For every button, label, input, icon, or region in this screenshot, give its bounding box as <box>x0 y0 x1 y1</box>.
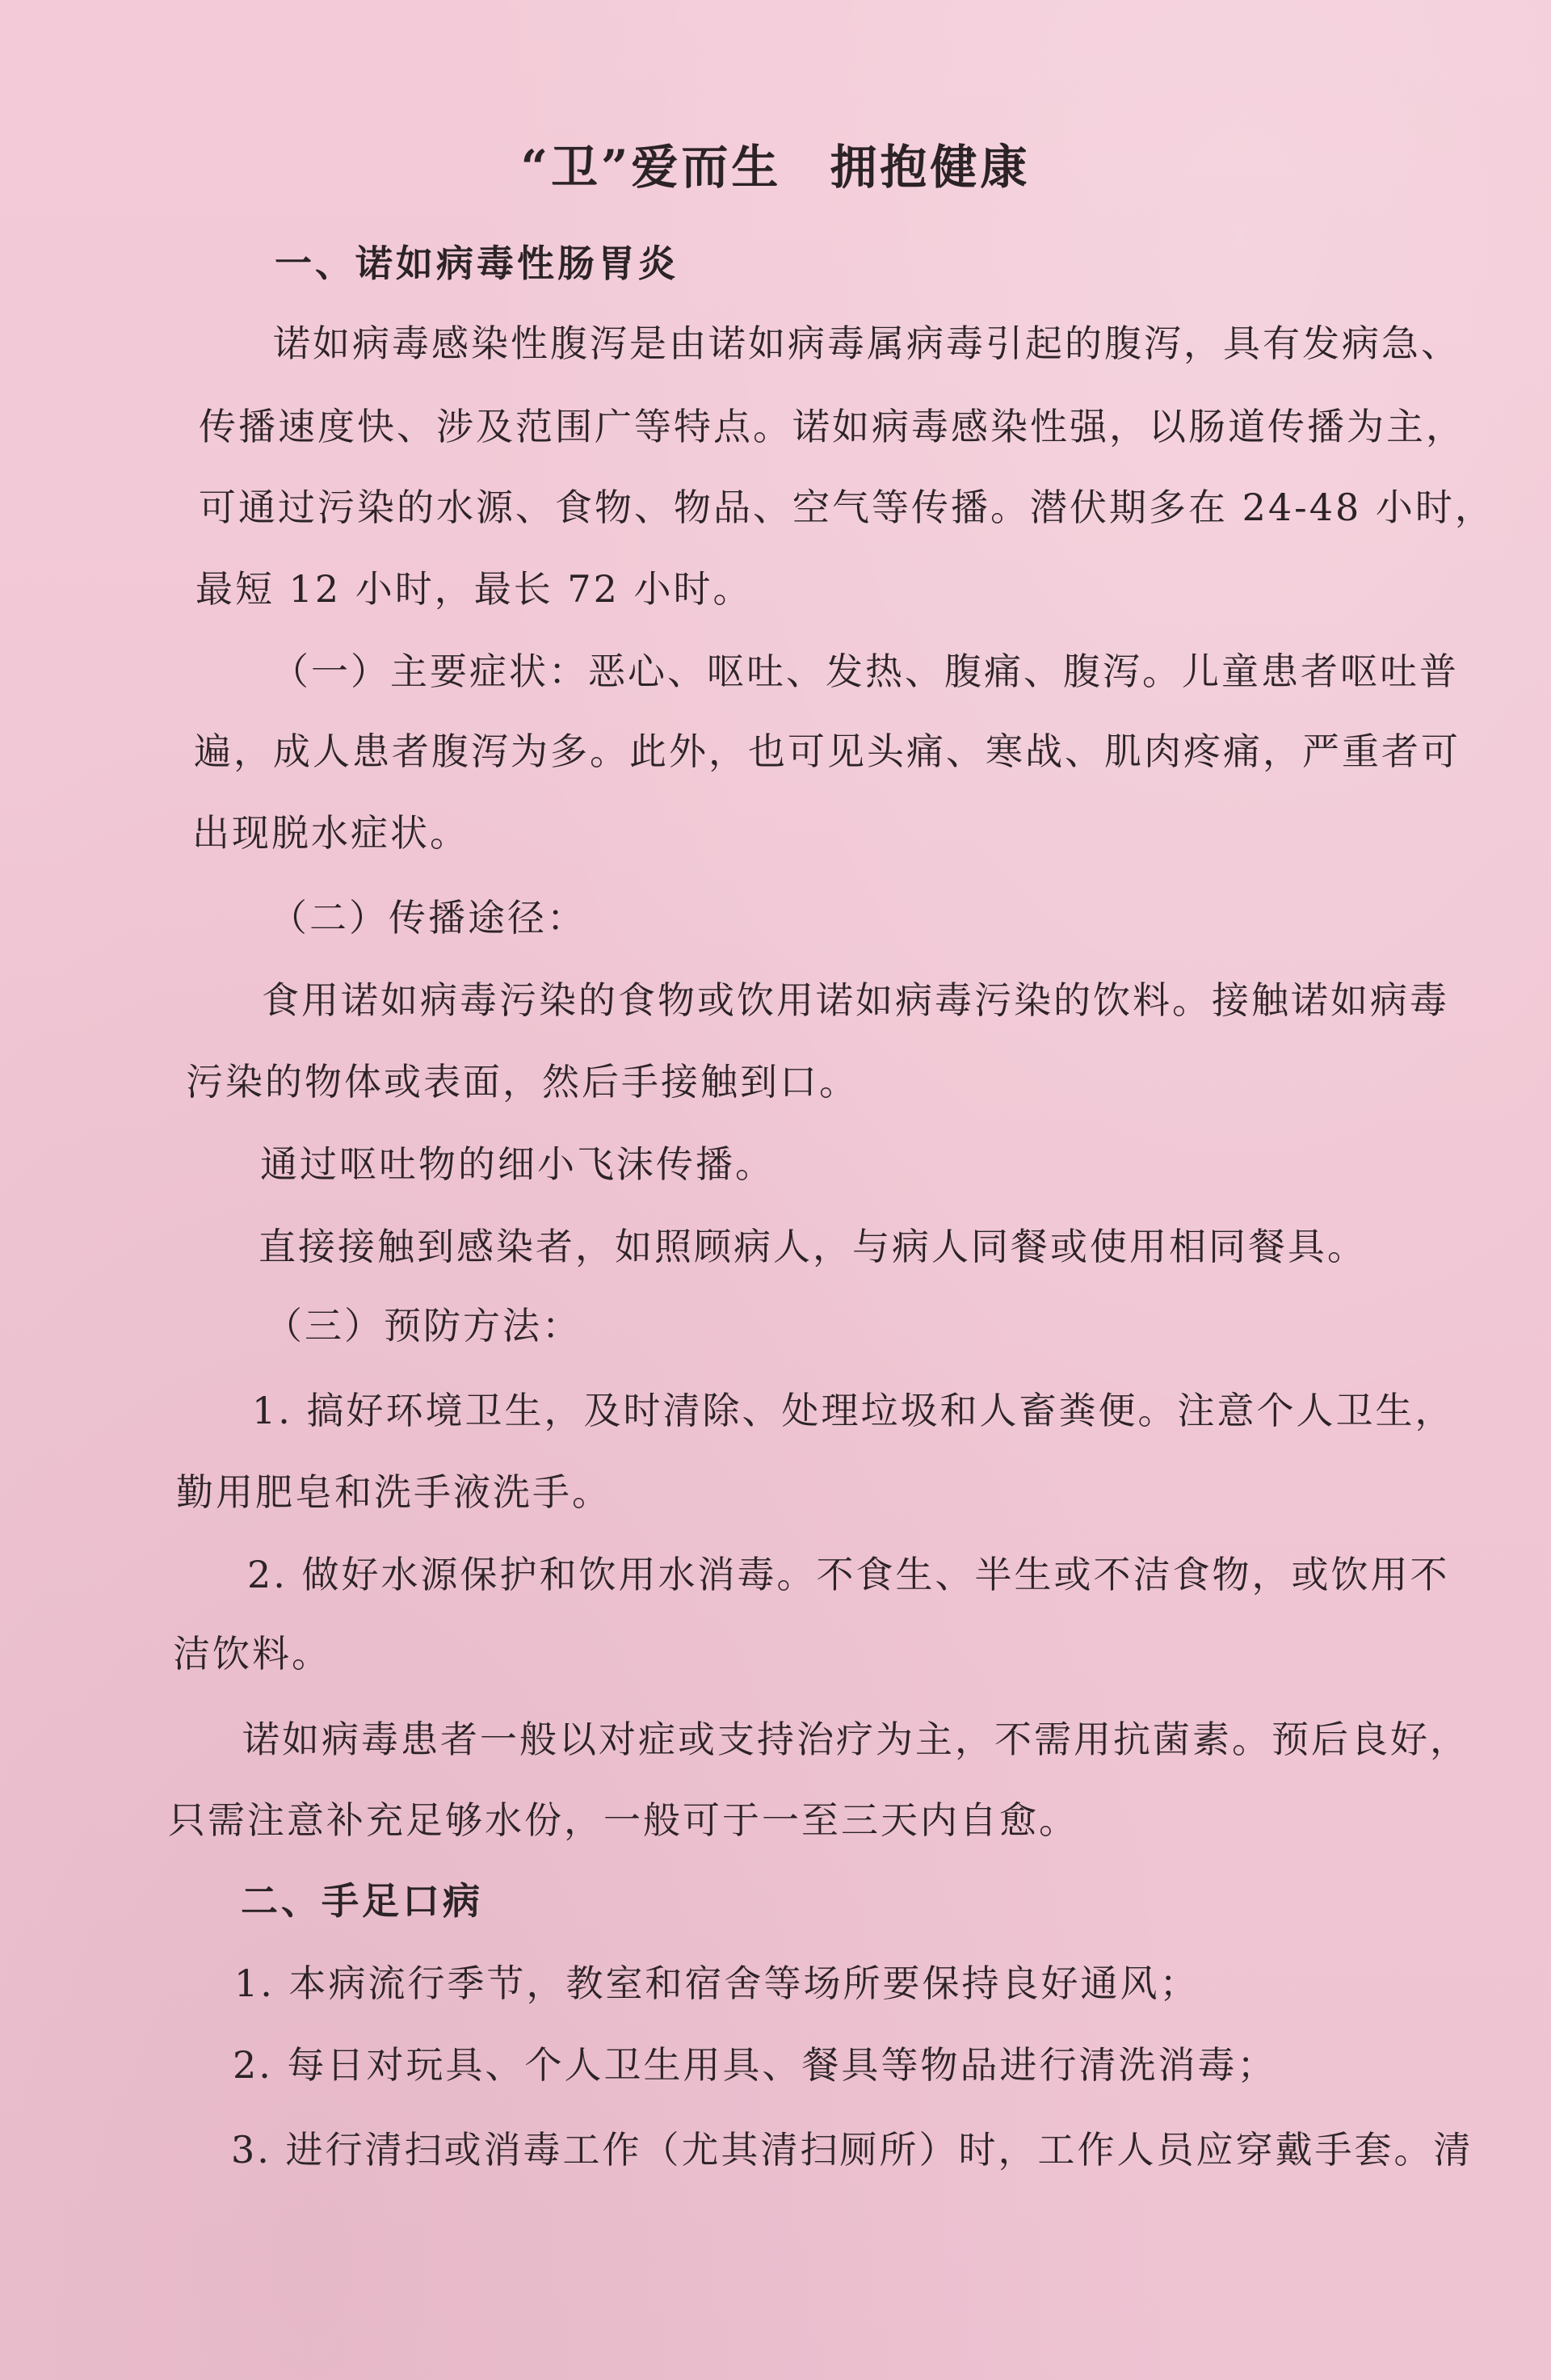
section-2-heading: 二、手足口病 <box>241 1879 483 1923</box>
section-1-heading: 一、诺如病毒性肠胃炎 <box>275 242 679 285</box>
paragraph-line: （一）主要症状：恶心、呕吐、发热、腹痛、腹泻。儿童患者呕吐普 <box>271 650 1459 693</box>
document-title <box>0 140 1551 195</box>
prevention-heading: （三）预防方法： <box>265 1304 582 1348</box>
paragraph-line: 最短 12 小时，最长 72 小时。 <box>195 567 753 611</box>
paragraph-line: 直接接触到感染者，如照顾病人，与病人同餐或使用相同餐具。 <box>258 1225 1367 1268</box>
paragraph-line: 勤用肥皂和洗手液洗手。 <box>176 1470 612 1514</box>
paragraph-line: 传播速度快、涉及范围广等特点。诺如病毒感染性强，以肠道传播为主， <box>199 405 1465 448</box>
list-item: 3. 进行清扫或消毒工作（尤其清扫厕所）时，工作人员应穿戴手套。清 <box>231 2128 1473 2172</box>
paragraph-line: 污染的物体或表面，然后手接触到口。 <box>186 1060 859 1104</box>
paragraph-line: 只需注意补充足够水份，一般可于一至三天内自愈。 <box>168 1798 1078 1842</box>
list-item: 2. 每日对玩具、个人卫生用具、餐具等物品进行清洗消毒； <box>233 2043 1277 2087</box>
paragraph-line: 食用诺如病毒污染的食物或饮用诺如病毒污染的饮料。接触诺如病毒 <box>262 978 1449 1022</box>
paragraph-line: 出现脱水症状。 <box>192 811 469 855</box>
paragraph-line: 遍，成人患者腹泻为多。此外，也可见头痛、寒战、肌肉疼痛，严重者可 <box>194 730 1461 773</box>
list-item: 1. 本病流行季节，教室和宿舍等场所要保持良好通风； <box>234 1962 1200 2005</box>
paragraph-line: 2. 做好水源保护和饮用水消毒。不食生、半生或不洁食物，或饮用不 <box>247 1553 1450 1596</box>
transmission-heading: （二）传播途径： <box>270 896 586 940</box>
title-part-1: “卫”爱而生 <box>520 140 782 195</box>
paragraph-line: 诺如病毒感染性腹泻是由诺如病毒属病毒引起的腹泻，具有发病急、 <box>273 322 1461 365</box>
paragraph-line: 1. 搞好环境卫生，及时清除、处理垃圾和人畜粪便。注意个人卫生， <box>252 1389 1455 1432</box>
title-part-2: 拥抱健康 <box>830 140 1031 195</box>
paragraph-line: 诺如病毒患者一般以对症或支持治疗为主，不需用抗菌素。预后良好， <box>242 1718 1469 1761</box>
paragraph-line: 可通过污染的水源、食物、物品、空气等传播。潜伏期多在 24-48 小时， <box>199 486 1494 529</box>
paragraph-line: 洁饮料。 <box>173 1632 331 1676</box>
paragraph-line: 通过呕吐物的细小飞沫传播。 <box>260 1142 775 1186</box>
